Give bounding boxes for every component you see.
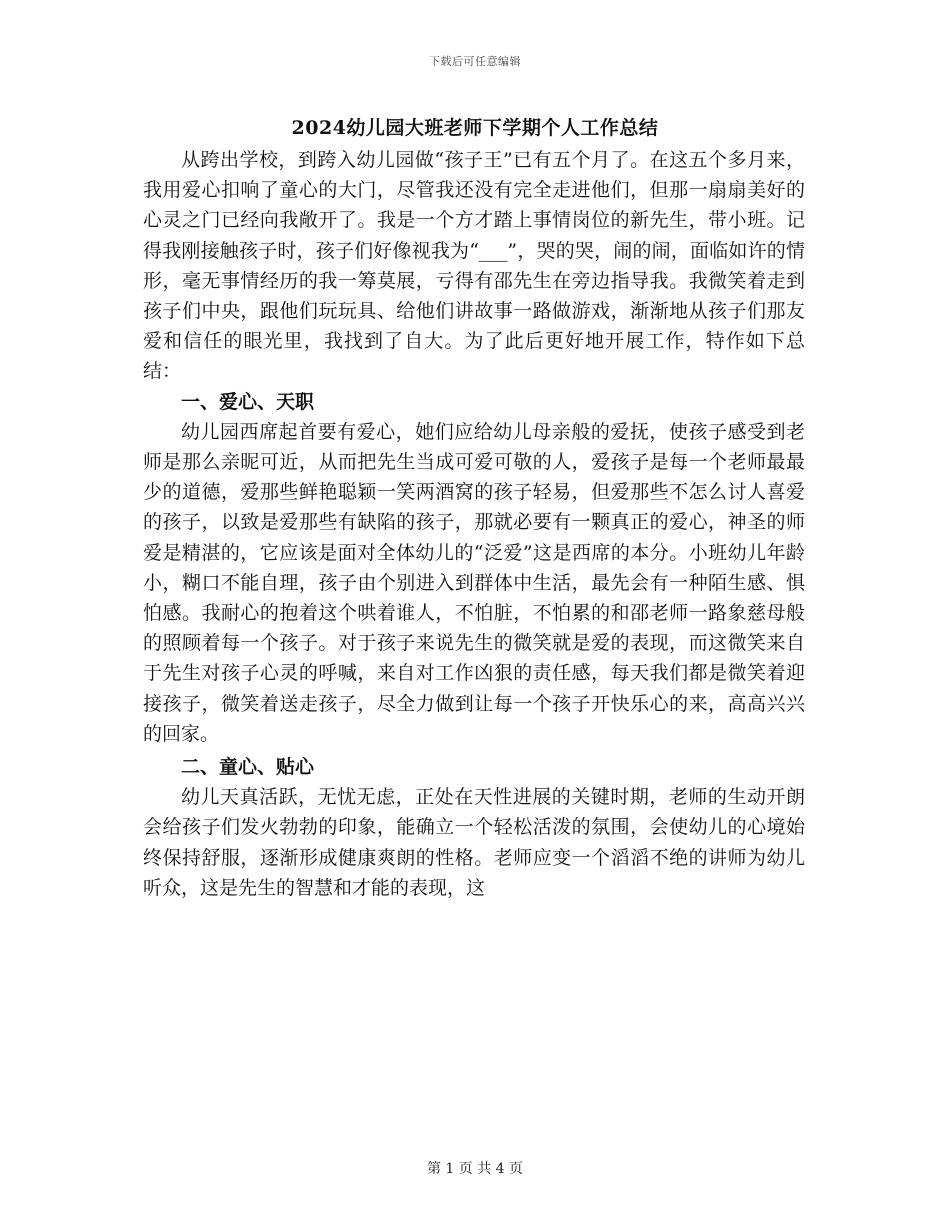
document-title: 2024幼儿园大班老师下学期个人工作总结	[291, 117, 659, 139]
section-1-heading: 一、爱心、天职	[181, 390, 315, 413]
document-body	[143, 145, 805, 903]
section-2-paragraph: 幼儿天真活跃，无忧无虑，正处在天性进展的关键时期，老师的生动开朗会给孩子们发火勃勃的印象，能确立一个轻松活泼的氛围，会使幼儿的心境始终保持舒服，逐渐形成健康爽朗的性格。老师应变一个滔滔不绝的讲师为幼儿听众，这是先生的智慧和才能的表现，这	[143, 786, 805, 899]
page-number: 第 1 页 共 4 页	[426, 1161, 524, 1177]
section-1-paragraph: 幼儿园西席起首要有爱心，她们应给幼儿母亲般的爱抚，使孩子感受到老师是那么亲昵可近，从而把先生当成可爱可敬的人，爱孩子是每一个老师最最少的道德，爱那些鲜艳聪颖一笑两酒窝的孩子轻易，但爱那些不怎么讨人喜爱的孩子，以致是爱那些有缺陷的孩子，那就必要有一颗真正的爱心，神圣的师爱是精湛的，它应该是面对全体幼儿的“泛爱”这是西席的本分。小班幼儿年龄小，糊口不能自理，孩子由个别进入到群体中生活，最先会有一种陌生感、惧怕感。我耐心的抱着这个哄着谁人，不怕脏，不怕累的和邵老师一路象慈母般的照顾着每一个孩子。对于孩子来说先生的微笑就是爱的表现，而这微笑来自于先生对孩子心灵的呼喊，来自对工作凶狠的责任感，每天我们都是微笑着迎接孩子，微笑着送走孩子，尽全力做到让每一个孩子开快乐心的来，高高兴兴的回家。	[143, 420, 805, 745]
intro-paragraph: 从跨出学校，到跨入幼儿园做“孩子王”已有五个月了。在这五个多月来，我用爱心扣响了童心的大门，尽管我还没有完全走进他们，但那一扇扇美好的心灵之门已经向我敞开了。我是一个方才踏上事情岗位的新先生，带小班。记得我刚接触孩子时，孩子们好像视我为“___”，哭的哭，闹的闹，面临如许的情形，毫无事情经历的我一筹莫展，亏得有邵先生在旁边指导我。我微笑着走到孩子们中央，跟他们玩玩具、给他们讲故事一路做游戏，渐渐地从孩子们那友爱和信任的眼光里，我找到了自大。为了此后更好地开展工作，特作如下总结：	[143, 149, 805, 383]
header-note: 下载后可任意编辑	[429, 55, 521, 68]
section-2-heading: 二、童心、贴心	[181, 756, 315, 779]
